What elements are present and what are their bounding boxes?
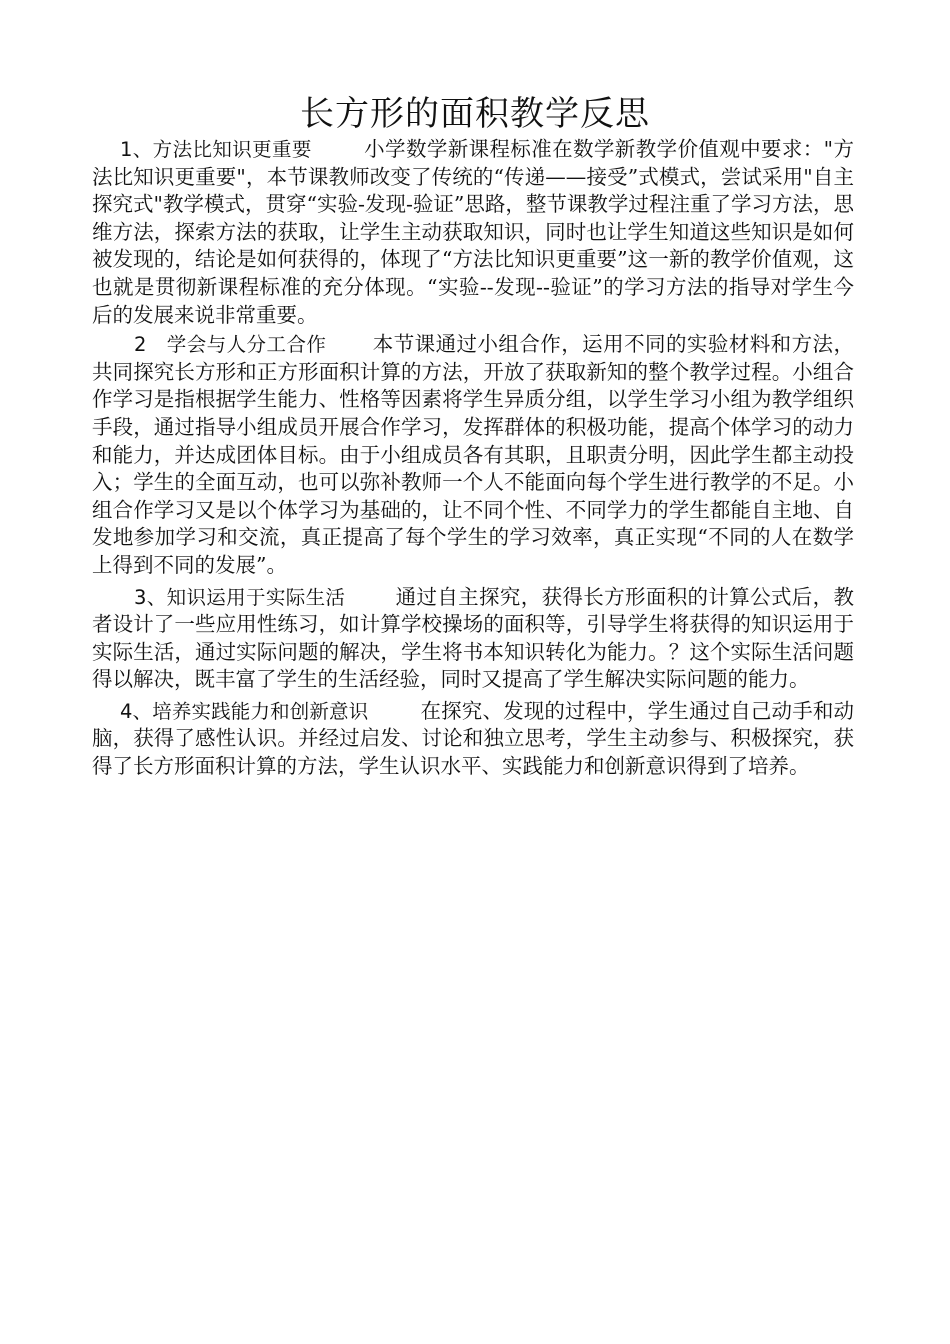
section-4-heading: 4、培养实践能力和创新意识 bbox=[120, 699, 369, 723]
section-1-heading: 1、方法比知识更重要 bbox=[120, 138, 312, 161]
document-title: 长方形的面积教学反思 bbox=[300, 94, 650, 134]
section-3-text: 通过自主探究，获得长方形面积的计算公式后，教者设计了一些应用性练习，如计算学校操场的面积等，引导学生将获得的知识运用于实际生活，通过实际问题的解决，学生将书本知识转化为能力。？这个实际生活问题得以解决，既丰富了学生的生活经验，同时又提高了学生解决实际问题的能力。 bbox=[92, 584, 854, 692]
section-2-text: 本节课通过小组合作，运用不同的实验材料和方法，共同探究长方形和正方形面积计算的方法，开放了获取新知的整个教学过程。小组合作学习是指根据学生能力、性格等因素将学生异质分组，以学生学习小组为教学组织手段，通过指导小组成员开展合作学习，发挥群体的积极功能，提高个体学习的动力和能力，并达成团体目标。由于小组成员各有其职，且职责分明，因此学生都主动投入；学生的全面互动，也可以弥补教师一个人不能面向每个学生进行教学的不足。小组合作学习又是以个体学习为基础的，让不同个性、不同学力的学生都能自主地、自发地参加学习和交流，真正提高了每个学生的学习效率，真正实现“不同的人在数学上得到不同的发展”。 bbox=[92, 332, 854, 577]
section-1-text: 小学数学新课程标准在数学新教学价值观中要求："方法比知识更重要"，本节课教师改变了传统的“传递——接受”式模式，尝试采用"自主探究式"教学模式，贯穿“实验-发现-验证”思路，整节课教学过程注重了学习方法，思维方法，探索方法的获取，让学生主动获取知识，同时也让学生知道这些知识是如何被发现的，结论是如何获得的，体现了“方法比知识更重要”这一新的教学价值观，这也就是贯彻新课程标准的充分体现。“实验--发现--验证”的学习方法的指导对学生今后的发展来说非常重要。 bbox=[92, 137, 854, 327]
section-2-heading: 2 学会与人分工合作 bbox=[134, 333, 327, 357]
section-1-paragraph bbox=[92, 136, 854, 329]
document-body bbox=[92, 136, 854, 781]
section-4-paragraph bbox=[92, 698, 854, 781]
section-3-paragraph bbox=[92, 584, 854, 694]
section-4-text: 在探究、发现的过程中，学生通过自己动手和动脑，获得了感性认识。并经过启发、讨论和独立思考，学生主动参与、积极探究，获得了长方形面积计算的方法，学生认识水平、实践能力和创新意识得到了培养。 bbox=[92, 698, 854, 779]
section-3-heading: 3、知识运用于实际生活 bbox=[134, 585, 346, 609]
section-2-paragraph bbox=[92, 331, 854, 579]
